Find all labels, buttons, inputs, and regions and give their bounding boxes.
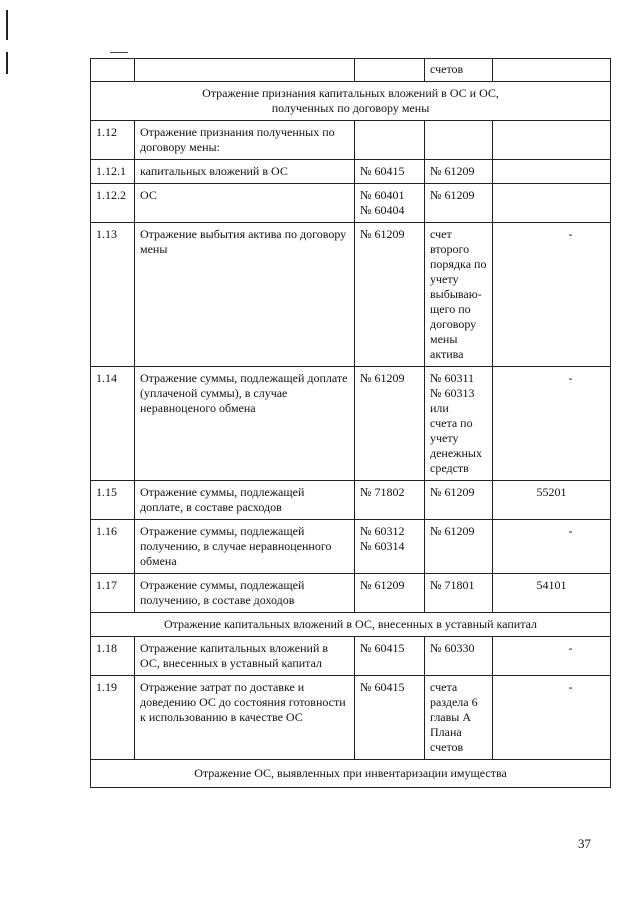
- cell-num: [91, 574, 135, 613]
- table-row: [91, 223, 611, 367]
- table-row: [91, 574, 611, 613]
- table-row: [91, 184, 611, 223]
- cell-code: [493, 223, 611, 367]
- cell-debit-text: № 61209: [360, 227, 405, 241]
- section-row: [91, 760, 611, 788]
- cell-num-text: 1.12: [96, 125, 117, 139]
- cell-description: [135, 223, 355, 367]
- table-row: [91, 367, 611, 481]
- cell-description: [135, 184, 355, 223]
- cell-credit-text: счет второго порядка по учету выбываю- щего по договору мены актива: [430, 227, 487, 361]
- cell-credit-text: № 60311 № 60313 или счета по учету денежных средств: [430, 371, 482, 475]
- cell-debit: [355, 481, 425, 520]
- cell-num-text: 1.17: [96, 578, 117, 592]
- cell-num: [91, 481, 135, 520]
- cell-credit: [425, 184, 493, 223]
- cell-description-text: Отражение суммы, подлежащей получению, в составе доходов: [140, 578, 305, 607]
- cell-code-text: -: [568, 371, 573, 385]
- section-row: [91, 82, 611, 121]
- cell-debit: [355, 160, 425, 184]
- cell-num: [91, 223, 135, 367]
- cell-credit: [425, 121, 493, 160]
- cell-description-text: Отражение суммы, подлежащей доплате, в составе расходов: [140, 485, 305, 514]
- entries-group-1: [91, 121, 611, 613]
- cell-debit: [355, 637, 425, 676]
- cell-code: [493, 184, 611, 223]
- section-row: [91, 613, 611, 637]
- cell-description-text: Отражение затрат по доставке и доведению ОС до состояния готовности к использованию в качестве ОС: [140, 680, 346, 724]
- scan-margin-mark: [6, 52, 8, 74]
- cell-description-text: капитальных вложений в ОС: [140, 164, 288, 178]
- cell-debit: [355, 223, 425, 367]
- cell-description: [135, 59, 355, 82]
- cell-code-text: -: [568, 641, 573, 655]
- cell-credit-text: счета раздела 6 главы А Плана счетов: [430, 680, 478, 754]
- cell-credit: [425, 367, 493, 481]
- cell-code: [493, 59, 611, 82]
- cell-credit: [425, 676, 493, 760]
- cell-code: [493, 481, 611, 520]
- cell-credit: [425, 223, 493, 367]
- cell-num: [91, 637, 135, 676]
- cell-code-text: -: [568, 680, 573, 694]
- cell-num: [91, 59, 135, 82]
- cell-description: [135, 367, 355, 481]
- cell-code: [493, 520, 611, 574]
- cell-num: [91, 184, 135, 223]
- cell-credit: [425, 520, 493, 574]
- cell-credit-text: № 60330: [430, 641, 475, 655]
- cell-debit: [355, 676, 425, 760]
- cell-debit: [355, 121, 425, 160]
- cell-num-text: 1.15: [96, 485, 117, 499]
- cell-num-text: 1.19: [96, 680, 117, 694]
- cell-description-text: Отражение суммы, подлежащей получению, в случае неравноценного обмена: [140, 524, 332, 568]
- cell-num: [91, 121, 135, 160]
- cell-debit: [355, 184, 425, 223]
- cell-debit-text: № 61209: [360, 578, 405, 592]
- cell-description: [135, 637, 355, 676]
- table-row: [91, 481, 611, 520]
- cell-num: [91, 676, 135, 760]
- cell-code: [493, 676, 611, 760]
- cell-code: [493, 637, 611, 676]
- cell-debit-text: № 60415: [360, 641, 405, 655]
- cell-credit: [425, 574, 493, 613]
- table-row: [91, 520, 611, 574]
- section-heading: Отражение ОС, выявленных при инвентаризации имущества: [91, 760, 611, 788]
- cell-num-text: 1.16: [96, 524, 117, 538]
- cell-num-text: 1.18: [96, 641, 117, 655]
- cell-num-text: 1.12.2: [96, 188, 126, 202]
- cell-description-text: Отражение признания полученных по договору мены:: [140, 125, 335, 154]
- cell-num: [91, 520, 135, 574]
- cell-num: [91, 367, 135, 481]
- cell-credit-text: № 61209: [430, 188, 475, 202]
- scan-margin-mark: [6, 10, 8, 40]
- cell-debit: [355, 520, 425, 574]
- table-row: [91, 676, 611, 760]
- cell-credit-text: № 61209: [430, 164, 475, 178]
- section-heading: Отражение признания капитальных вложений в ОС и ОС, полученных по договору мены: [91, 82, 611, 121]
- table-row: [91, 59, 611, 82]
- cell-credit-text: № 61209: [430, 485, 475, 499]
- cell-debit-text: № 60415: [360, 680, 405, 694]
- cell-debit: [355, 574, 425, 613]
- page-number: 37: [578, 836, 591, 851]
- cell-description: [135, 520, 355, 574]
- cell-description-text: Отражение капитальных вложений в ОС, внесенных в уставный капитал: [140, 641, 329, 670]
- table-row: [91, 121, 611, 160]
- cell-code-text: 55201: [536, 485, 567, 499]
- cell-num-text: 1.13: [96, 227, 117, 241]
- cell-description-text: ОС: [140, 188, 157, 202]
- cell-code: [493, 160, 611, 184]
- cell-debit-text: № 61209: [360, 371, 405, 385]
- cell-debit-text: № 60415: [360, 164, 405, 178]
- cell-code: [493, 574, 611, 613]
- section-heading: Отражение капитальных вложений в ОС, внесенных в уставный капитал: [91, 613, 611, 637]
- cell-credit-text: № 61209: [430, 524, 475, 538]
- cell-credit: [425, 637, 493, 676]
- cell-debit: [355, 367, 425, 481]
- cell-credit: счетов: [425, 59, 493, 82]
- scan-artifact-dash: [110, 52, 128, 53]
- cell-code-text: -: [568, 227, 573, 241]
- cell-credit-text: № 71801: [430, 578, 475, 592]
- cell-description: [135, 481, 355, 520]
- cell-code: [493, 367, 611, 481]
- cell-description-text: Отражение суммы, подлежащей доплате (уплаченой суммы), в случае неравноценого обмена: [140, 371, 348, 415]
- table-row: [91, 637, 611, 676]
- cell-description: [135, 676, 355, 760]
- cell-num-text: 1.12.1: [96, 164, 126, 178]
- cell-debit-text: № 71802: [360, 485, 405, 499]
- cell-debit: [355, 59, 425, 82]
- cell-description: [135, 574, 355, 613]
- cell-debit-text: № 60401 № 60404: [360, 188, 405, 217]
- accounting-entries-table: [90, 58, 611, 788]
- cell-code-text: -: [568, 524, 573, 538]
- cell-num: [91, 160, 135, 184]
- cell-credit: [425, 481, 493, 520]
- cell-credit: [425, 160, 493, 184]
- cell-description-text: Отражение выбытия актива по договору мены: [140, 227, 347, 256]
- cell-description: [135, 121, 355, 160]
- cell-debit-text: № 60312 № 60314: [360, 524, 405, 553]
- entries-group-2: [91, 637, 611, 760]
- table-row: [91, 160, 611, 184]
- cell-num-text: 1.14: [96, 371, 117, 385]
- cell-code-text: 54101: [536, 578, 567, 592]
- cell-code: [493, 121, 611, 160]
- cell-description: [135, 160, 355, 184]
